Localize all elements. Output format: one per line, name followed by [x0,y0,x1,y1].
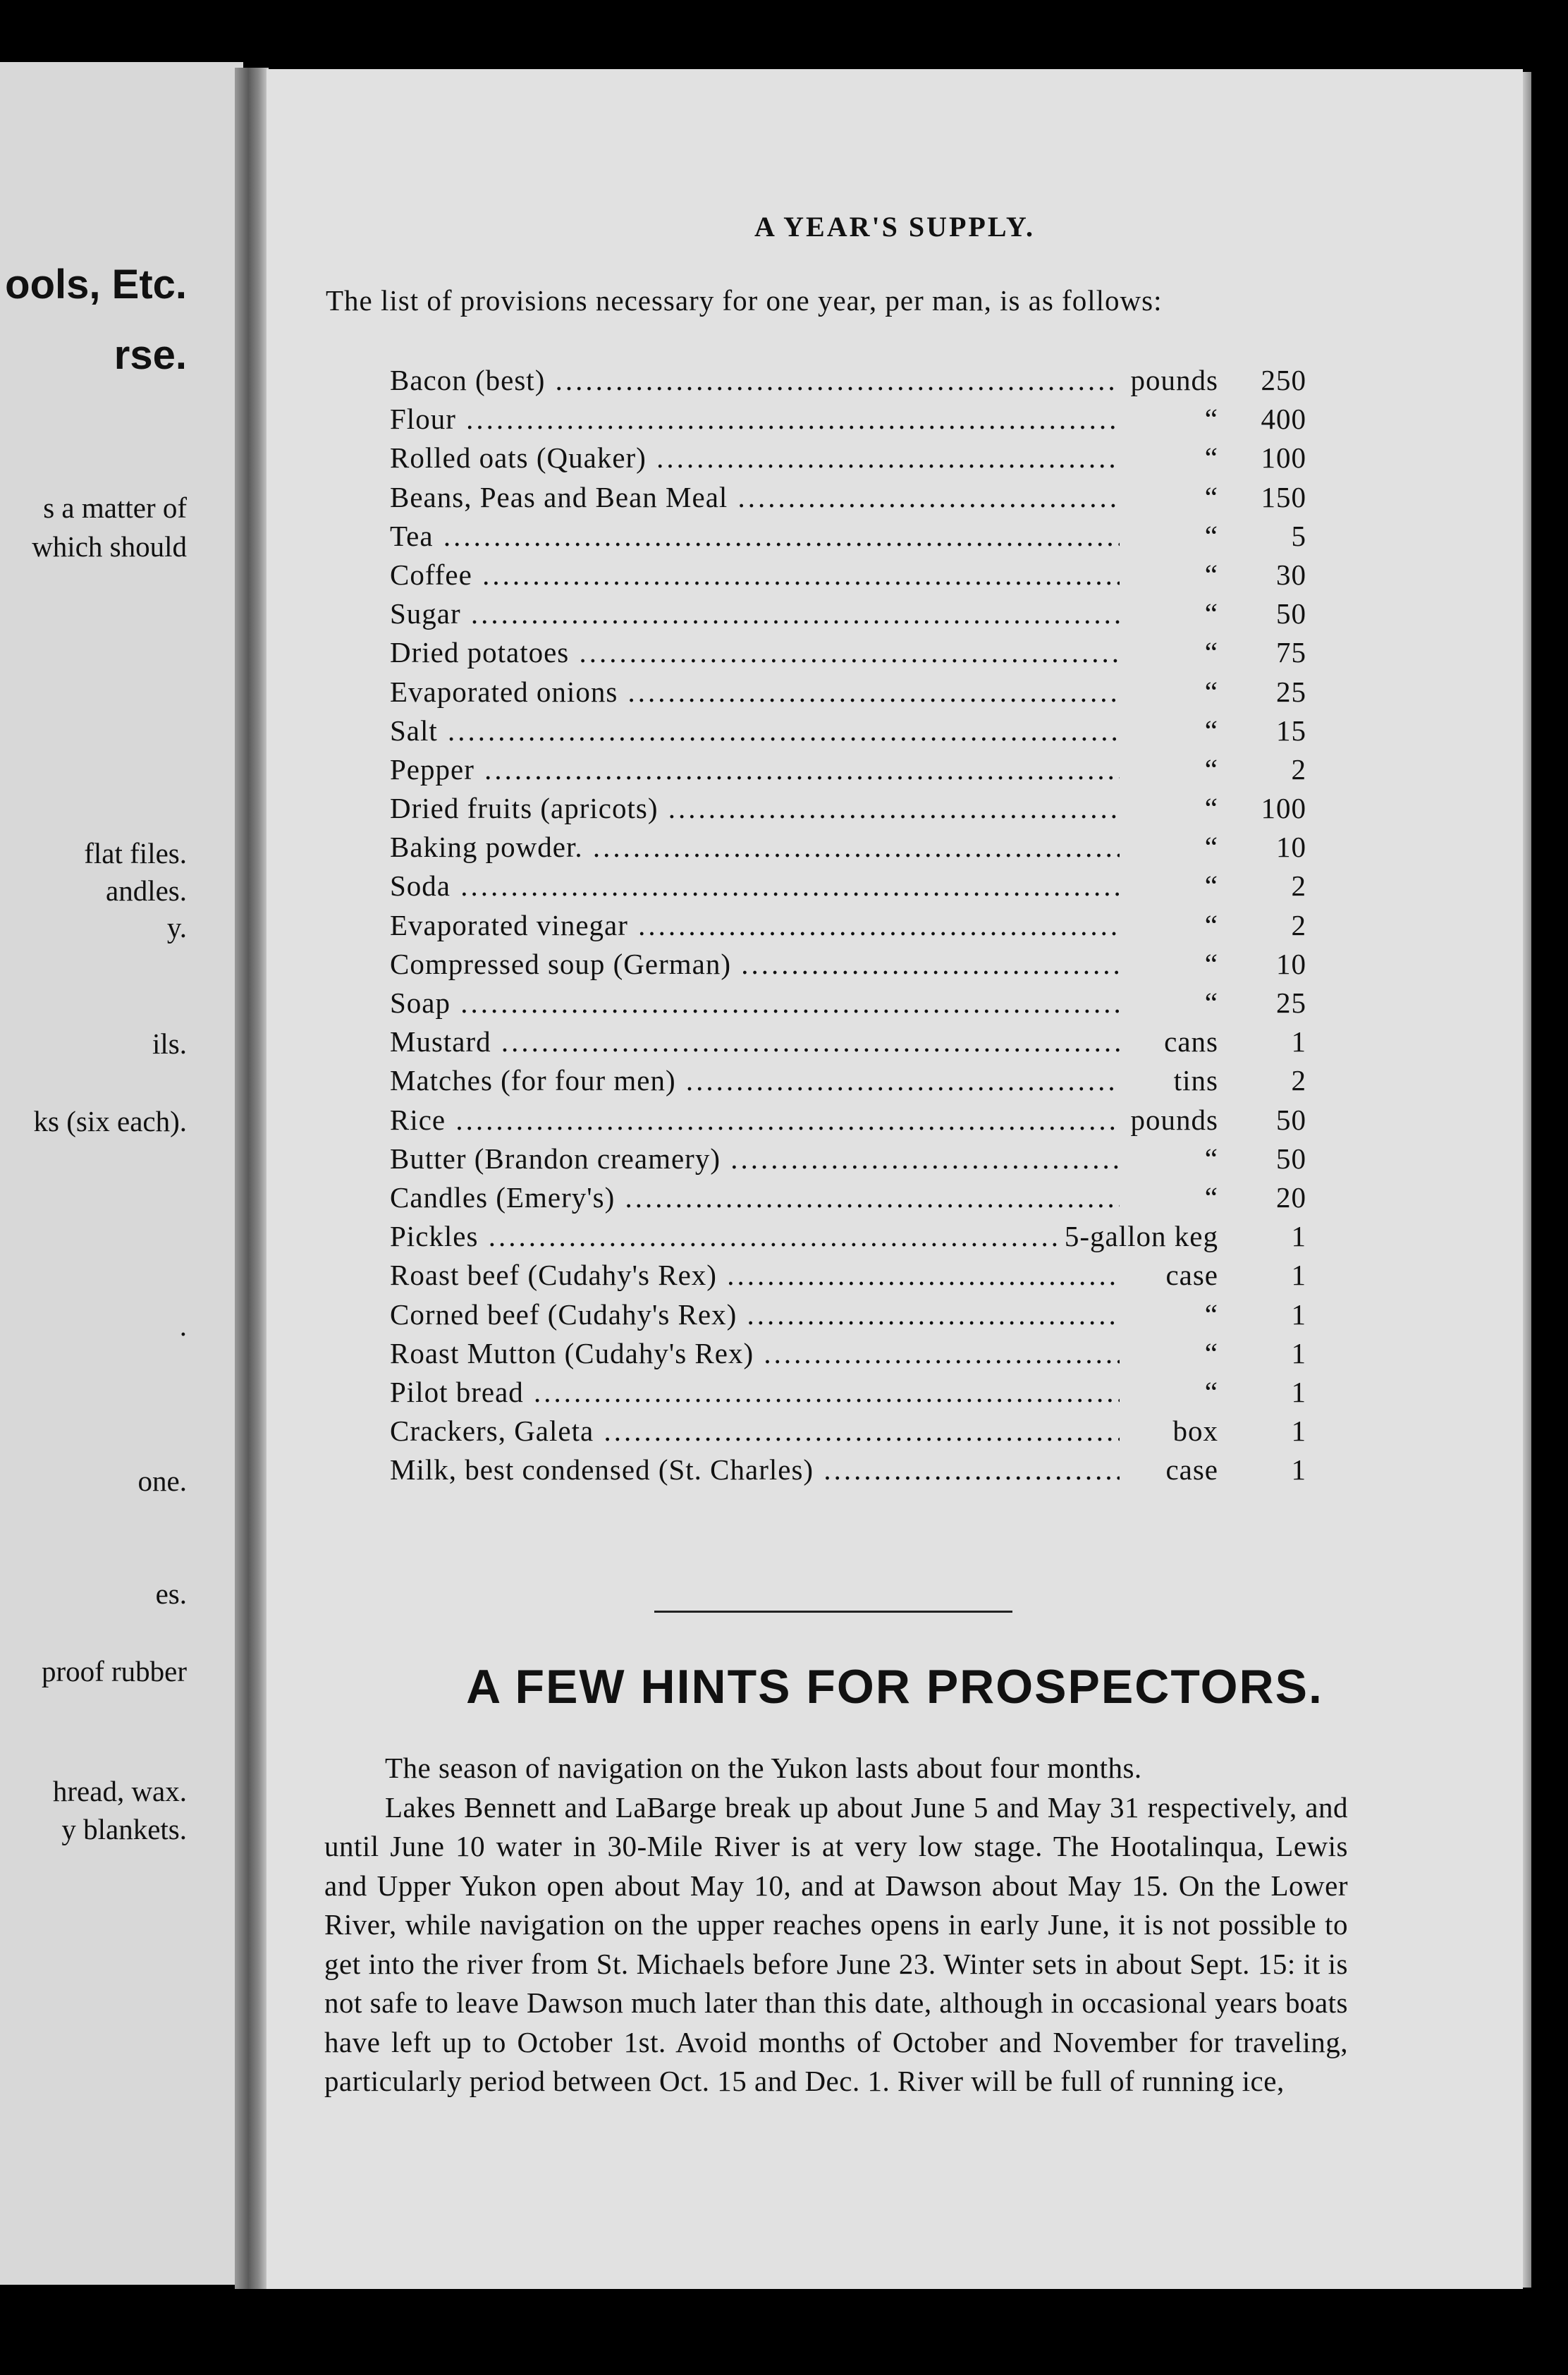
left-page-text: proof rubber [41,1655,187,1687]
left-page-text: ils. [152,1027,187,1060]
provision-quantity: 50 [1276,1103,1306,1136]
provision-quantity: 1 [1291,1375,1306,1408]
provision-quantity: 250 [1261,364,1306,396]
provision-name: Rice ..... [390,1101,1120,1140]
provision-quantity: 150 [1261,480,1306,513]
provision-name: Milk, best condensed (St. Charles) ..... [390,1451,1120,1489]
provision-row [390,906,1306,945]
provision-name: Roast beef (Cudahy's Rex) ..... [390,1256,1120,1295]
provision-name: Corned beef (Cudahy's Rex) ..... [390,1295,1120,1334]
supply-intro: The list of provisions necessary for one year, per man, is as follows: [326,284,1163,317]
provision-quantity: 50 [1276,597,1306,630]
provision-quantity: 2 [1291,752,1306,786]
provision-unit: “ [1201,789,1218,828]
provision-row [390,867,1306,905]
provision-unit: cans [1160,1022,1218,1061]
left-page-text: s a matter of [43,492,187,524]
provision-quantity: 1 [1291,1025,1306,1058]
provision-name: Rolled oats (Quaker) ..... [390,439,1120,477]
provision-unit: “ [1201,867,1218,905]
provision-row [390,1451,1306,1489]
provision-unit: “ [1201,517,1218,556]
provision-row [390,1101,1306,1140]
provision-name: Baking powder. ..... [390,828,1120,867]
left-page-text: y. [166,911,187,944]
provision-row [390,1140,1306,1178]
provision-row [390,1217,1306,1256]
provision-unit: “ [1201,556,1218,594]
provision-name: Pilot bread ..... [390,1373,1120,1412]
provision-unit: “ [1201,1334,1218,1373]
provision-unit: case [1161,1256,1218,1295]
provision-quantity: 10 [1276,947,1306,980]
right-page [267,69,1523,2289]
provision-name: Beans, Peas and Bean Meal ..... [390,478,1120,517]
provisions-list [390,361,1306,1489]
provision-unit: box [1169,1412,1219,1451]
provision-unit: “ [1201,439,1218,477]
provision-unit: “ [1201,750,1218,789]
provision-quantity: 1 [1291,1298,1306,1331]
provision-quantity: 2 [1291,908,1306,941]
provision-quantity: 5 [1291,519,1306,552]
provision-unit: “ [1201,1373,1218,1412]
provision-unit: “ [1201,1140,1218,1178]
hints-title: A FEW HINTS FOR PROSPECTORS. [466,1660,1323,1714]
provision-quantity: 20 [1276,1180,1306,1214]
provision-name: Flour ..... [390,400,1120,439]
left-page-text: ools, Etc. [5,262,187,307]
provision-name: Compressed soup (German) ..... [390,945,1120,984]
provision-unit: pounds [1127,361,1218,400]
provision-unit: pounds [1127,1101,1218,1140]
provision-name: Pickles ..... [390,1217,1120,1256]
left-page-text: es. [155,1577,187,1610]
provision-name: Bacon (best) ..... [390,361,1120,400]
provision-name: Candles (Emery's) ..... [390,1178,1120,1217]
provision-unit: case [1161,1451,1218,1489]
provision-row [390,439,1306,477]
provision-quantity: 25 [1276,675,1306,708]
provision-unit: “ [1201,633,1218,672]
left-page-text: andles. [106,874,187,907]
provision-row [390,478,1306,517]
provision-quantity: 75 [1276,636,1306,669]
provision-unit: “ [1201,1178,1218,1217]
provision-row [390,594,1306,633]
provision-quantity: 30 [1276,558,1306,591]
hints-paragraph-1: The season of navigation on the Yukon lasts about four months. [385,1752,1142,1784]
provision-row [390,712,1306,750]
left-page [0,62,243,2285]
provision-quantity: 1 [1291,1453,1306,1486]
provision-quantity: 100 [1261,441,1306,475]
provision-row [390,789,1306,828]
provision-name: Soda ..... [390,867,1120,905]
provision-row [390,1256,1306,1295]
provision-quantity: 1 [1291,1415,1306,1448]
provision-name: Pepper ..... [390,750,1120,789]
provision-name: Matches (for four men) ..... [390,1061,1120,1100]
hints-paragraph-2: Lakes Bennett and LaBarge break up about June 5 and May 31 respectively, and until June 10 water in 30-Mile River is at very low stage. The Hootalinqua, Lewis and Upper Yukon open about May 10, and at Dawson about May 15. On the Lower River, while navigation on the upper reaches opens in early June, it is not possible to get into the river from St. Michaels before June 23. Winter sets in about Sept. 15: it is not safe to leave Dawson much later than this date, although in occasional years boats have left up to October 1st. Avoid months of October and November for traveling, particularly period between Oct. 15 and Dec. 1. River will be full of running ice, [324,1790,1348,2097]
provision-quantity: 1 [1291,1336,1306,1369]
provision-name: Dried fruits (apricots) ..... [390,789,1120,828]
provision-row [390,1373,1306,1412]
book-gutter [235,68,269,2289]
provision-row [390,750,1306,789]
provision-row [390,1412,1306,1451]
provision-unit: “ [1201,945,1218,984]
provision-row [390,556,1306,594]
provision-row [390,1178,1306,1217]
supply-title: A YEAR'S SUPPLY. [754,211,1036,243]
provision-row [390,673,1306,712]
left-page-text: flat files. [84,837,187,869]
left-page-text: . [179,1309,187,1342]
provision-row [390,517,1306,556]
provision-name: Roast Mutton (Cudahy's Rex) ..... [390,1334,1120,1373]
provision-quantity: 2 [1291,869,1306,903]
provision-quantity: 2 [1291,1064,1306,1097]
left-page-text: rse. [114,332,187,378]
provision-unit: “ [1201,1295,1218,1334]
provision-row [390,361,1306,400]
hints-body [324,1749,1348,2101]
provision-name: Soap ..... [390,984,1120,1022]
provision-quantity: 1 [1291,1259,1306,1292]
provision-row [390,1334,1306,1373]
provision-row [390,633,1306,672]
page-edge [1523,72,1531,2288]
provision-name: Butter (Brandon creamery) ..... [390,1140,1120,1178]
provision-quantity: 1 [1291,1220,1306,1253]
provision-name: Salt ..... [390,712,1120,750]
provision-name: Crackers, Galeta ..... [390,1412,1120,1451]
left-page-text: one. [137,1465,187,1497]
provision-unit: “ [1201,712,1218,750]
section-divider [654,1611,1012,1613]
provision-unit: “ [1201,478,1218,517]
provision-quantity: 10 [1276,831,1306,864]
provision-row [390,945,1306,984]
provision-quantity: 15 [1276,714,1306,747]
provision-unit: “ [1201,828,1218,867]
provision-unit: “ [1201,400,1218,439]
provision-row [390,1061,1306,1100]
provision-unit: tins [1170,1061,1218,1100]
left-page-text: y blankets. [61,1813,187,1845]
provision-name: Sugar ..... [390,594,1120,633]
provision-name: Evaporated onions ..... [390,673,1120,712]
provision-row [390,1022,1306,1061]
provision-unit: “ [1201,906,1218,945]
provision-name: Dried potatoes ..... [390,633,1120,672]
provision-name: Tea ..... [390,517,1120,556]
provision-quantity: 50 [1276,1142,1306,1175]
provision-row [390,1295,1306,1334]
provision-row [390,984,1306,1022]
left-page-text: ks (six each). [33,1105,187,1137]
left-page-text: which should [32,530,187,563]
provision-unit: “ [1201,673,1218,712]
provision-quantity: 400 [1261,403,1306,436]
provision-unit: “ [1201,984,1218,1022]
left-page-text: hread, wax. [52,1775,187,1807]
provision-quantity: 25 [1276,987,1306,1019]
provision-row [390,400,1306,439]
provision-unit: “ [1201,594,1218,633]
provision-name: Mustard ..... [390,1022,1120,1061]
provision-name: Evaporated vinegar ..... [390,906,1120,945]
provision-unit: 5-gallon keg [1060,1217,1218,1256]
provision-row [390,828,1306,867]
provision-name: Coffee ..... [390,556,1120,594]
provision-quantity: 100 [1261,792,1306,825]
